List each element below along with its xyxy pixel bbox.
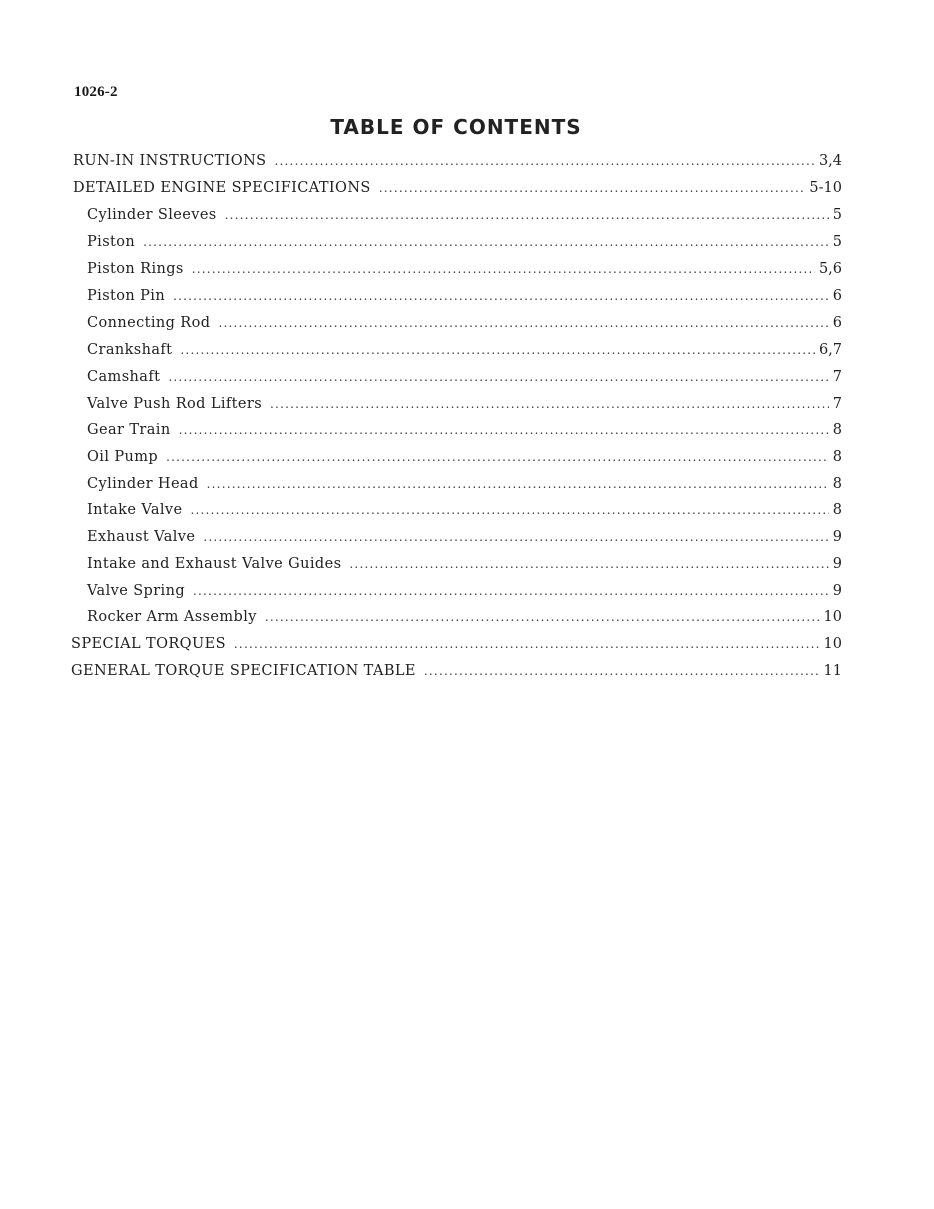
dot-leader (275, 151, 815, 171)
toc-entry-page: 6 (832, 288, 842, 304)
toc-entry[interactable] (87, 394, 842, 414)
toc-entry-page: 3,4 (818, 153, 842, 169)
toc-entry[interactable] (87, 313, 842, 333)
toc-entry[interactable] (73, 178, 842, 198)
dot-leader (193, 581, 829, 601)
dot-leader (265, 607, 820, 627)
toc-entry-label: Valve Push Rod Lifters (87, 396, 263, 412)
toc-entry-label: Gear Train (87, 422, 171, 438)
dot-leader (173, 286, 829, 306)
toc-entry[interactable] (87, 527, 842, 547)
toc-entry[interactable] (87, 607, 842, 627)
dot-leader (192, 259, 815, 279)
toc-entry-label: RUN-IN INSTRUCTIONS (73, 153, 267, 169)
toc-entry-label: Connecting Rod (87, 315, 211, 331)
toc-entry-label: Rocker Arm Assembly (87, 609, 257, 625)
toc-entry[interactable] (87, 205, 842, 225)
toc-entry[interactable] (87, 447, 842, 467)
dot-leader (203, 527, 828, 547)
toc-entry[interactable] (87, 554, 842, 574)
toc-entry-page: 8 (832, 422, 842, 438)
toc-entry-page: 5 (832, 207, 842, 223)
toc-entry-label: Piston Rings (87, 261, 184, 277)
toc-entry-page: 5,6 (818, 261, 842, 277)
dot-leader (218, 313, 828, 333)
toc-entry[interactable] (87, 474, 842, 494)
toc-entry-page: 9 (832, 583, 842, 599)
toc-entry-page: 8 (832, 502, 842, 518)
toc-entry-label: Piston (87, 234, 136, 250)
toc-entry[interactable] (71, 661, 842, 681)
toc-entry[interactable] (87, 232, 842, 252)
toc-entry-label: Cylinder Head (87, 476, 199, 492)
toc-entry-page: 6,7 (818, 342, 842, 358)
toc-entry-label: GENERAL TORQUE SPECIFICATION TABLE (71, 663, 416, 679)
toc-entry-page: 11 (823, 663, 842, 679)
dot-leader (180, 340, 815, 360)
toc-entry-page: 10 (823, 609, 842, 625)
toc-entry[interactable] (87, 420, 842, 440)
toc-entry-page: 8 (832, 476, 842, 492)
toc-entry[interactable] (87, 286, 842, 306)
dot-leader (225, 205, 829, 225)
toc-entry-page: 10 (823, 636, 842, 652)
dot-leader (234, 634, 820, 654)
toc-entry-label: Cylinder Sleeves (87, 207, 217, 223)
toc-entry-label: Intake Valve (87, 502, 183, 518)
toc-entry-label: Exhaust Valve (87, 529, 196, 545)
dot-leader (379, 178, 806, 198)
toc-entry[interactable] (73, 151, 842, 171)
toc-entry-page: 9 (832, 529, 842, 545)
toc-entry[interactable] (87, 259, 842, 279)
dot-leader (349, 554, 828, 574)
page-id: 1026-2 (74, 84, 118, 100)
toc-entry-page: 9 (832, 556, 842, 572)
toc-entry[interactable] (71, 634, 842, 654)
toc-entry-label: Valve Spring (87, 583, 186, 599)
toc-entry-label: Piston Pin (87, 288, 166, 304)
toc-entry-page: 6 (832, 315, 842, 331)
toc-entry[interactable] (87, 340, 842, 360)
toc-entry-page: 7 (832, 369, 842, 385)
toc-entry-page: 8 (832, 449, 842, 465)
dot-leader (166, 447, 829, 467)
dot-leader (143, 232, 829, 252)
toc-entry[interactable] (87, 367, 842, 387)
toc-entry-label: DETAILED ENGINE SPECIFICATIONS (73, 180, 371, 196)
dot-leader (179, 420, 829, 440)
toc-entry-page: 5 (832, 234, 842, 250)
page-title: TABLE OF CONTENTS (330, 115, 582, 139)
toc-entry-label: Oil Pump (87, 449, 159, 465)
toc-entry[interactable] (87, 581, 842, 601)
toc-entry-label: SPECIAL TORQUES (71, 636, 226, 652)
toc-entry-page: 7 (832, 396, 842, 412)
toc-entry-label: Crankshaft (87, 342, 173, 358)
dot-leader (168, 367, 828, 387)
dot-leader (191, 500, 829, 520)
dot-leader (207, 474, 829, 494)
toc-entry-page: 5-10 (809, 180, 842, 196)
dot-leader (424, 661, 820, 681)
toc-entry-label: Camshaft (87, 369, 161, 385)
toc-entry-label: Intake and Exhaust Valve Guides (87, 556, 342, 572)
toc-entry[interactable] (87, 500, 842, 520)
dot-leader (270, 394, 829, 414)
